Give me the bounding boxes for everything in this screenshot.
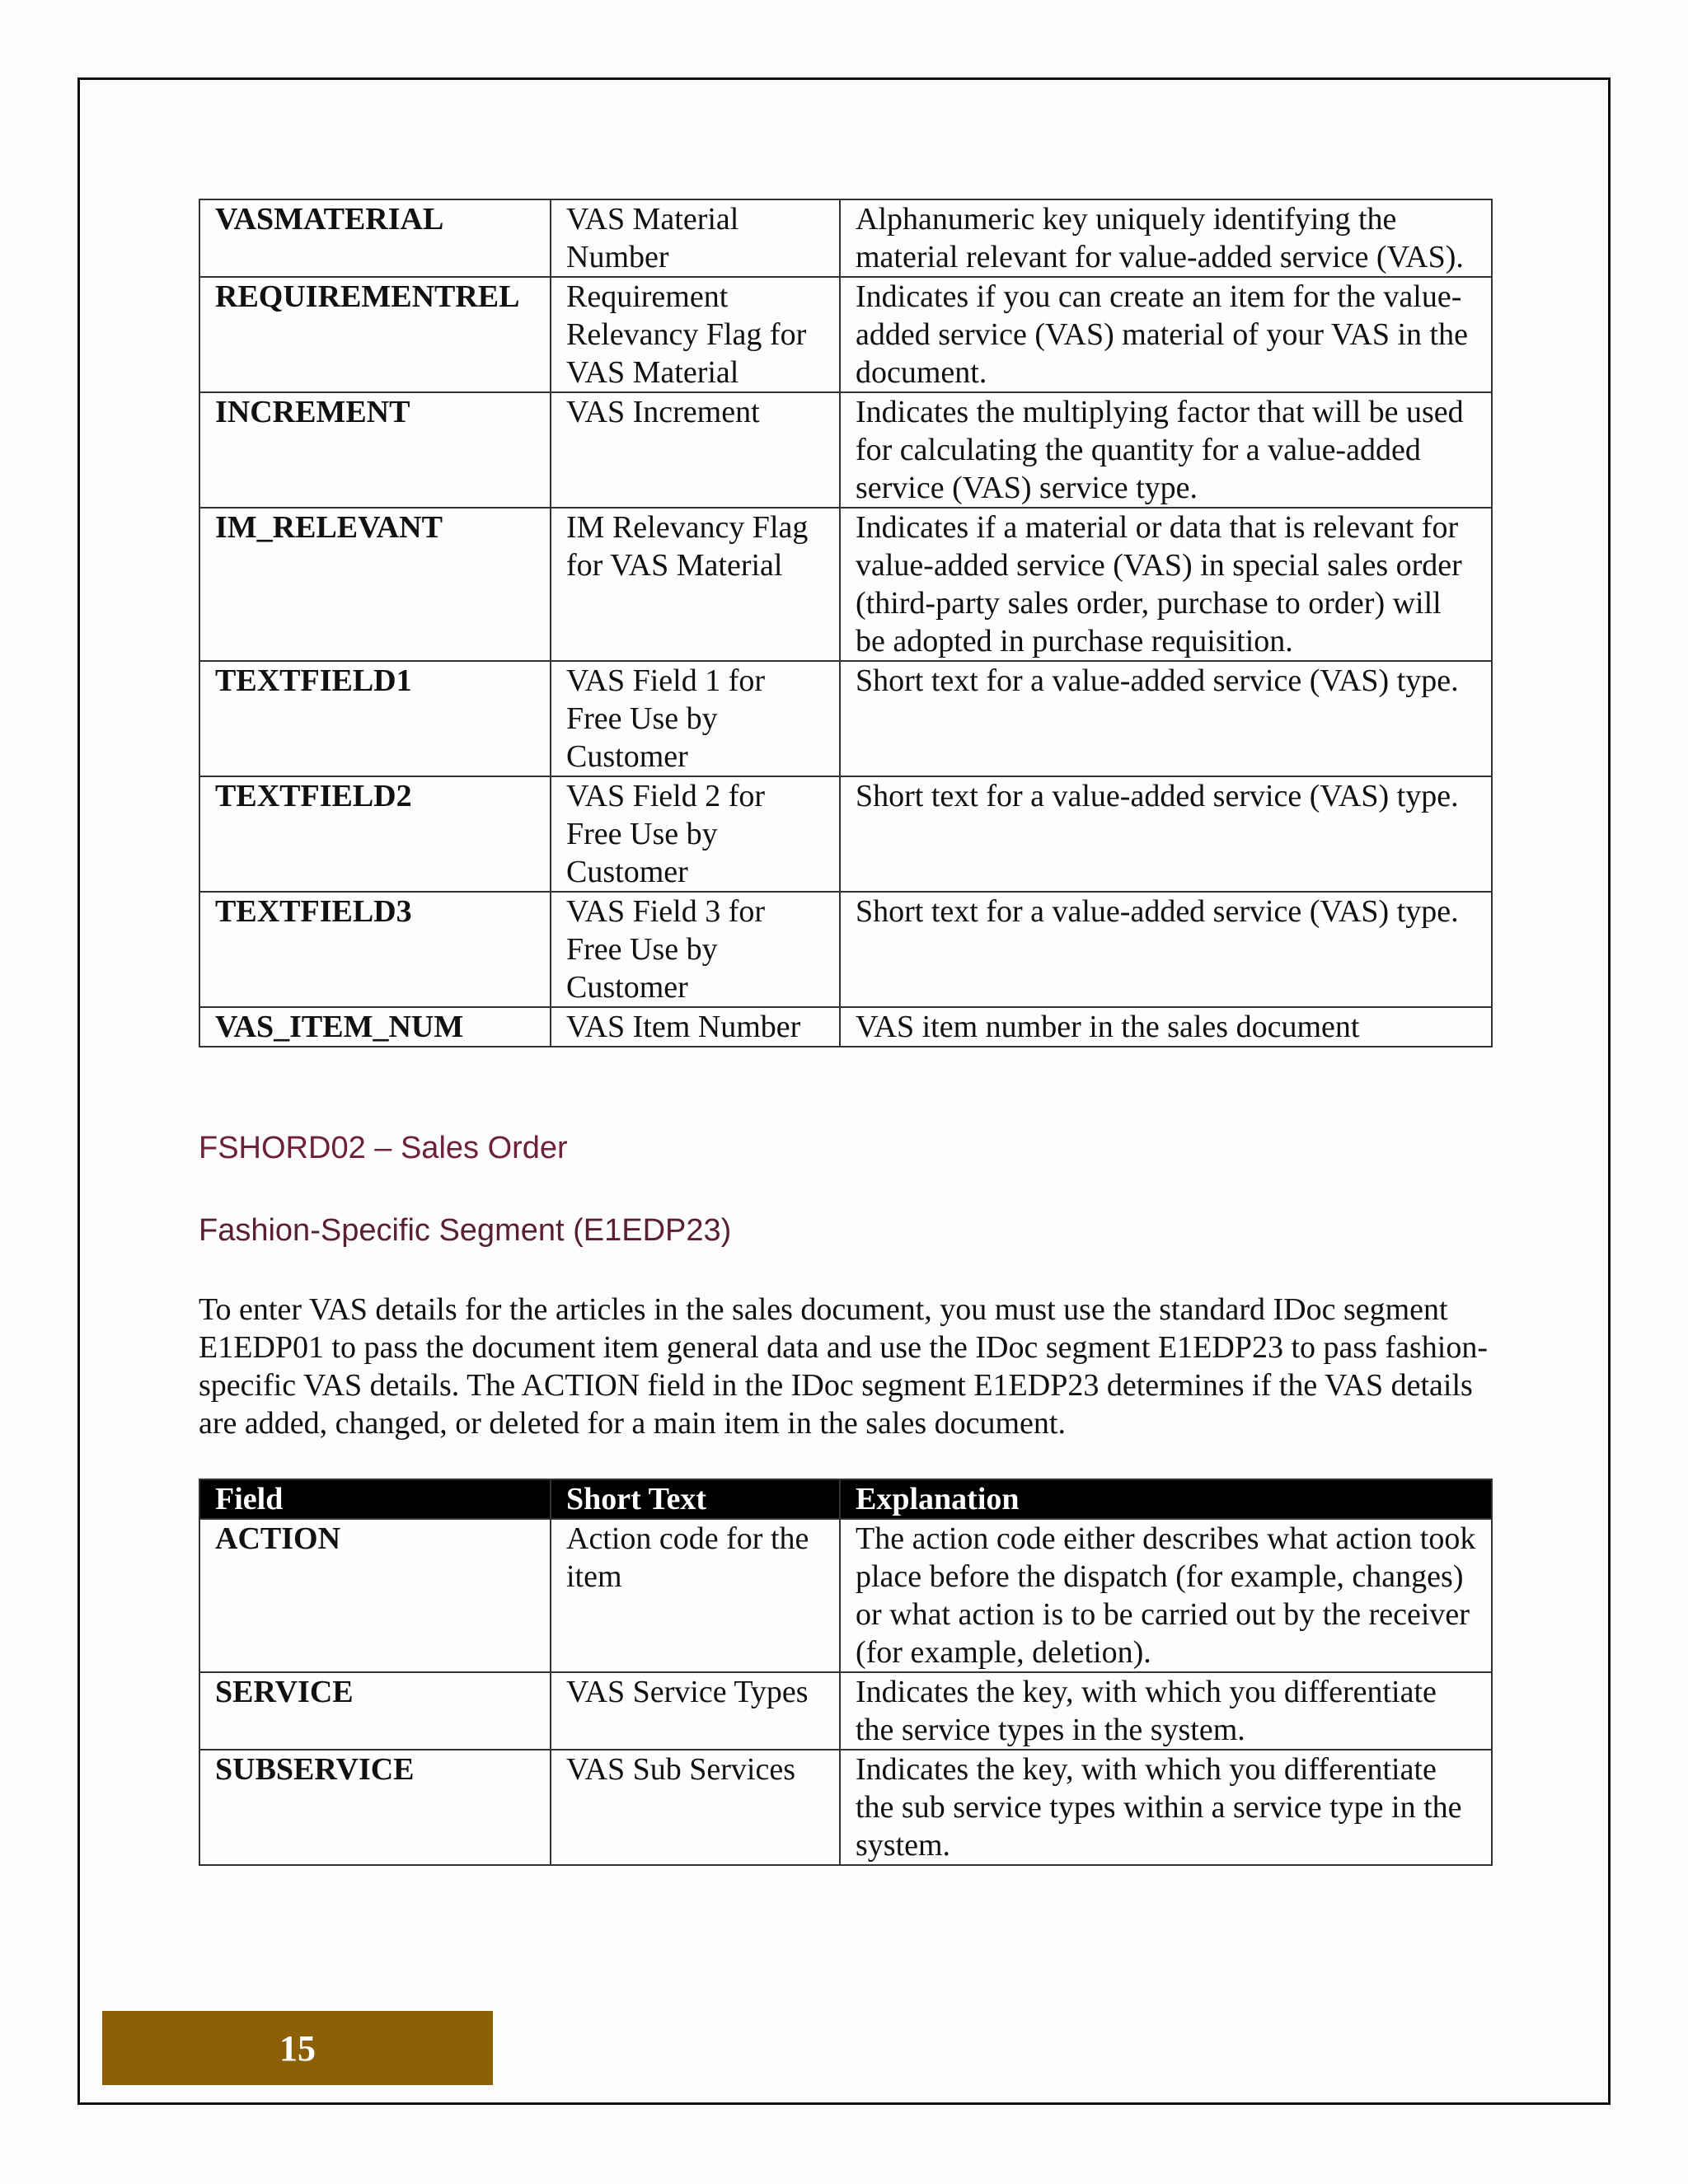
section-heading-fashion-segment: Fashion-Specific Segment (E1EDP23) [199, 1213, 732, 1248]
e1edp23-fields-table-body [199, 1519, 1492, 1865]
column-header-short-text: Short Text [551, 1479, 840, 1519]
explanation-cell: Indicates the multiplying factor that will be used for calculating the quantity for a value-added service (VAS) service type. [840, 392, 1492, 508]
table-row [199, 1750, 1492, 1865]
table-row [199, 392, 1492, 508]
section-heading-sales-order: FSHORD02 – Sales Order [199, 1131, 568, 1165]
field-cell: TEXTFIELD3 [199, 892, 551, 1007]
table-row [199, 277, 1492, 392]
short-text-cell: VAS Increment [551, 392, 840, 508]
column-header-field: Field [199, 1479, 551, 1519]
field-cell: TEXTFIELD2 [199, 776, 551, 892]
field-cell: VAS_ITEM_NUM [199, 1007, 551, 1047]
vas-fields-table [199, 199, 1493, 1047]
field-cell: REQUIREMENTREL [199, 277, 551, 392]
explanation-cell: Short text for a value-added service (VAS) type. [840, 892, 1492, 1007]
short-text-cell: VAS Material Number [551, 199, 840, 277]
field-cell: SUBSERVICE [199, 1750, 551, 1865]
vas-fields-table-body [199, 199, 1492, 1047]
short-text-cell: Requirement Relevancy Flag for VAS Material [551, 277, 840, 392]
explanation-cell: VAS item number in the sales document [840, 1007, 1492, 1047]
page-number: 15 [279, 2027, 316, 2069]
column-header-explanation: Explanation [840, 1479, 1492, 1519]
table-header-row [199, 1479, 1492, 1519]
short-text-cell: VAS Item Number [551, 1007, 840, 1047]
field-cell: ACTION [199, 1519, 551, 1672]
field-cell: INCREMENT [199, 392, 551, 508]
table-row [199, 776, 1492, 892]
explanation-cell: Indicates the key, with which you differentiate the sub service types within a service type in the system. [840, 1750, 1492, 1865]
explanation-cell: The action code either describes what action took place before the dispatch (for example, changes) or what action is to be carried out by the receiver (for example, deletion). [840, 1519, 1492, 1672]
short-text-cell: VAS Field 1 for Free Use by Customer [551, 661, 840, 776]
field-cell: IM_RELEVANT [199, 508, 551, 661]
short-text-cell: Action code for the item [551, 1519, 840, 1672]
explanation-cell: Short text for a value-added service (VAS) type. [840, 776, 1492, 892]
table-row [199, 892, 1492, 1007]
table-row [199, 508, 1492, 661]
e1edp23-fields-table [199, 1479, 1493, 1866]
table-row [199, 661, 1492, 776]
explanation-cell: Indicates if a material or data that is relevant for value-added service (VAS) in special sales order (third-party sales order, purchase to order) will be adopted in purchase requisition. [840, 508, 1492, 661]
short-text-cell: VAS Field 3 for Free Use by Customer [551, 892, 840, 1007]
table-row [199, 199, 1492, 277]
explanation-cell: Indicates the key, with which you differentiate the service types in the system. [840, 1672, 1492, 1750]
short-text-cell: VAS Service Types [551, 1672, 840, 1750]
short-text-cell: IM Relevancy Flag for VAS Material [551, 508, 840, 661]
explanation-cell: Indicates if you can create an item for the value-added service (VAS) material of your VAS in the document. [840, 277, 1492, 392]
body-paragraph: To enter VAS details for the articles in the sales document, you must use the standard IDoc segment E1EDP01 to pass the document item general data and use the IDoc segment E1EDP23 to pass fashion-specific VAS details. The ACTION field in the IDoc segment E1EDP23 determines if the VAS details are added, changed, or deleted for a main item in the sales document. [199, 1292, 1488, 1441]
table-row [199, 1007, 1492, 1047]
explanation-cell: Alphanumeric key uniquely identifying the material relevant for value-added service (VAS). [840, 199, 1492, 277]
short-text-cell: VAS Field 2 for Free Use by Customer [551, 776, 840, 892]
field-cell: TEXTFIELD1 [199, 661, 551, 776]
page-number-badge [102, 2011, 493, 2085]
field-cell: VASMATERIAL [199, 199, 551, 277]
table-row [199, 1519, 1492, 1672]
short-text-cell: VAS Sub Services [551, 1750, 840, 1865]
explanation-cell: Short text for a value-added service (VAS) type. [840, 661, 1492, 776]
field-cell: SERVICE [199, 1672, 551, 1750]
table-row [199, 1672, 1492, 1750]
